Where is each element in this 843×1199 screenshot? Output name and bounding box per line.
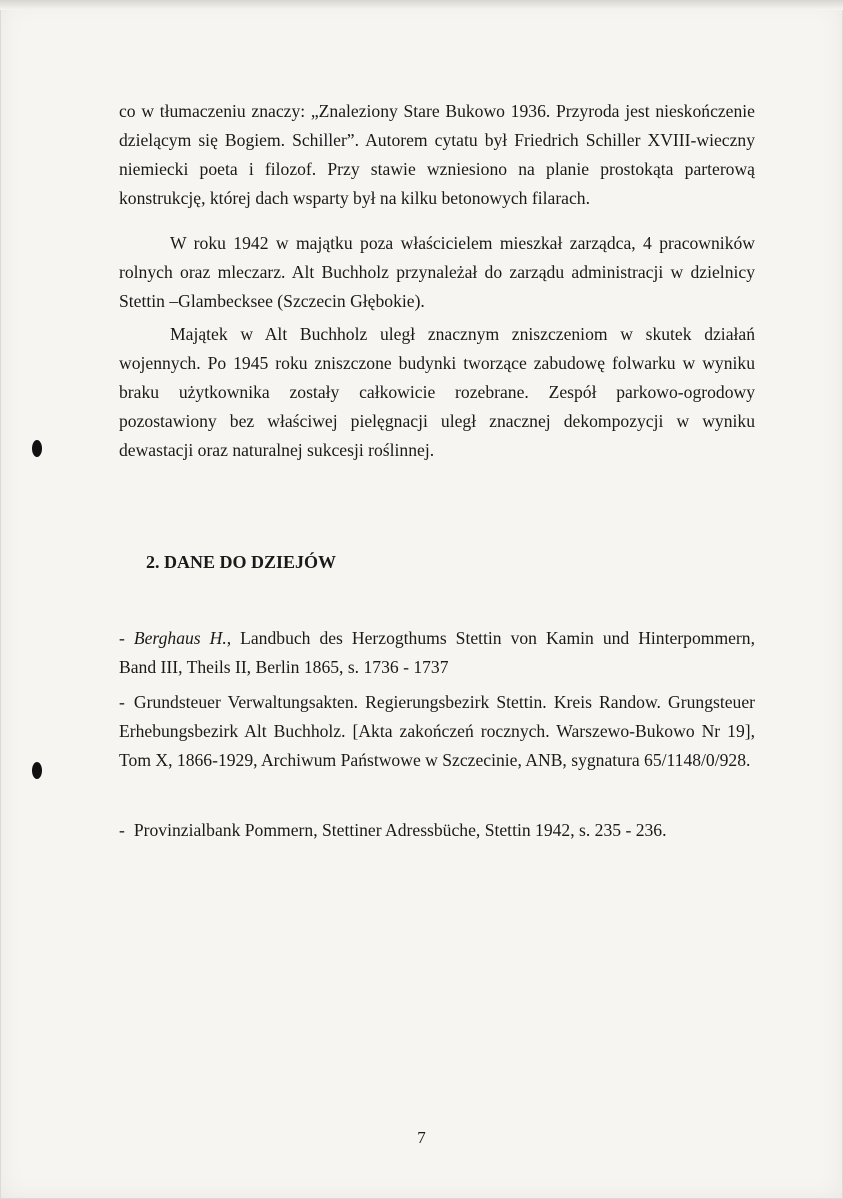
- punch-hole-mark: [32, 762, 42, 779]
- page-number: 7: [417, 1128, 426, 1147]
- scan-edge: [0, 0, 843, 10]
- punch-hole-mark: [32, 440, 42, 457]
- reference-text: , Landbuch des Herzogthums Stettin von Kamin und Hinterpommern, Band III, Theils II, Berlin 1865, s. 1736 - 1737: [119, 628, 755, 677]
- reference-dash: -: [119, 628, 125, 648]
- paragraph-1942: W roku 1942 w majątku poza właścicielem mieszkał zarządca, 4 pracowników rolnych oraz mleczarz. Alt Buchholz przynależał do zarządu administracji w dzielnicy Stettin –Glambecksee (Szczecin Głębokie).: [119, 233, 755, 311]
- section-heading: 2. DANE DO DZIEJÓW: [146, 552, 337, 572]
- paragraph-continuation: co w tłumaczeniu znaczy: „Znaleziony Stare Bukowo 1936. Przyroda jest nieskończenie dzielącym się Bogiem. Schiller”. Autorem cytatu był Friedrich Schiller XVIII-wieczny niemiecki poeta i filozof. Przy stawie wzniesiono na planie prostokąta parterową konstrukcję, której dach wsparty był na kilku betonowych filarach.: [119, 101, 755, 208]
- reference-item: [119, 624, 755, 682]
- reference-dash: -: [119, 820, 125, 840]
- paragraph-destruction: Majątek w Alt Buchholz uległ znacznym zniszczeniom w skutek działań wojennych. Po 1945 roku zniszczone budynki tworzące zabudowę folwarku w wyniku braku użytkownika zostały całkowicie rozebrane. Zespół parkowo-ogrodowy pozostawiony bez właściwej pielęgnacji uległ znacznej dekompozycji w wyniku dewastacji oraz naturalnej sukcesji roślinnej.: [119, 324, 755, 460]
- reference-item: [119, 688, 755, 775]
- reference-dash: -: [119, 692, 125, 712]
- reference-text: Provinzialbank Pommern, Stettiner Adressbüche, Stettin 1942, s. 235 - 236.: [133, 820, 667, 840]
- reference-item: [119, 816, 755, 845]
- reference-author: Berghaus H.: [133, 628, 227, 648]
- reference-text: Grundsteuer Verwaltungsakten. Regierungsbezirk Stettin. Kreis Randow. Grungsteuer Erhebungsbezirk Alt Buchholz. [Akta zakończeń rocznych. Warszewo-Bukowo Nr 19], Tom X, 1866-1929, Archiwum Państwowe w Szczecinie, ANB, sygnatura 65/1148/0/928.: [119, 692, 755, 770]
